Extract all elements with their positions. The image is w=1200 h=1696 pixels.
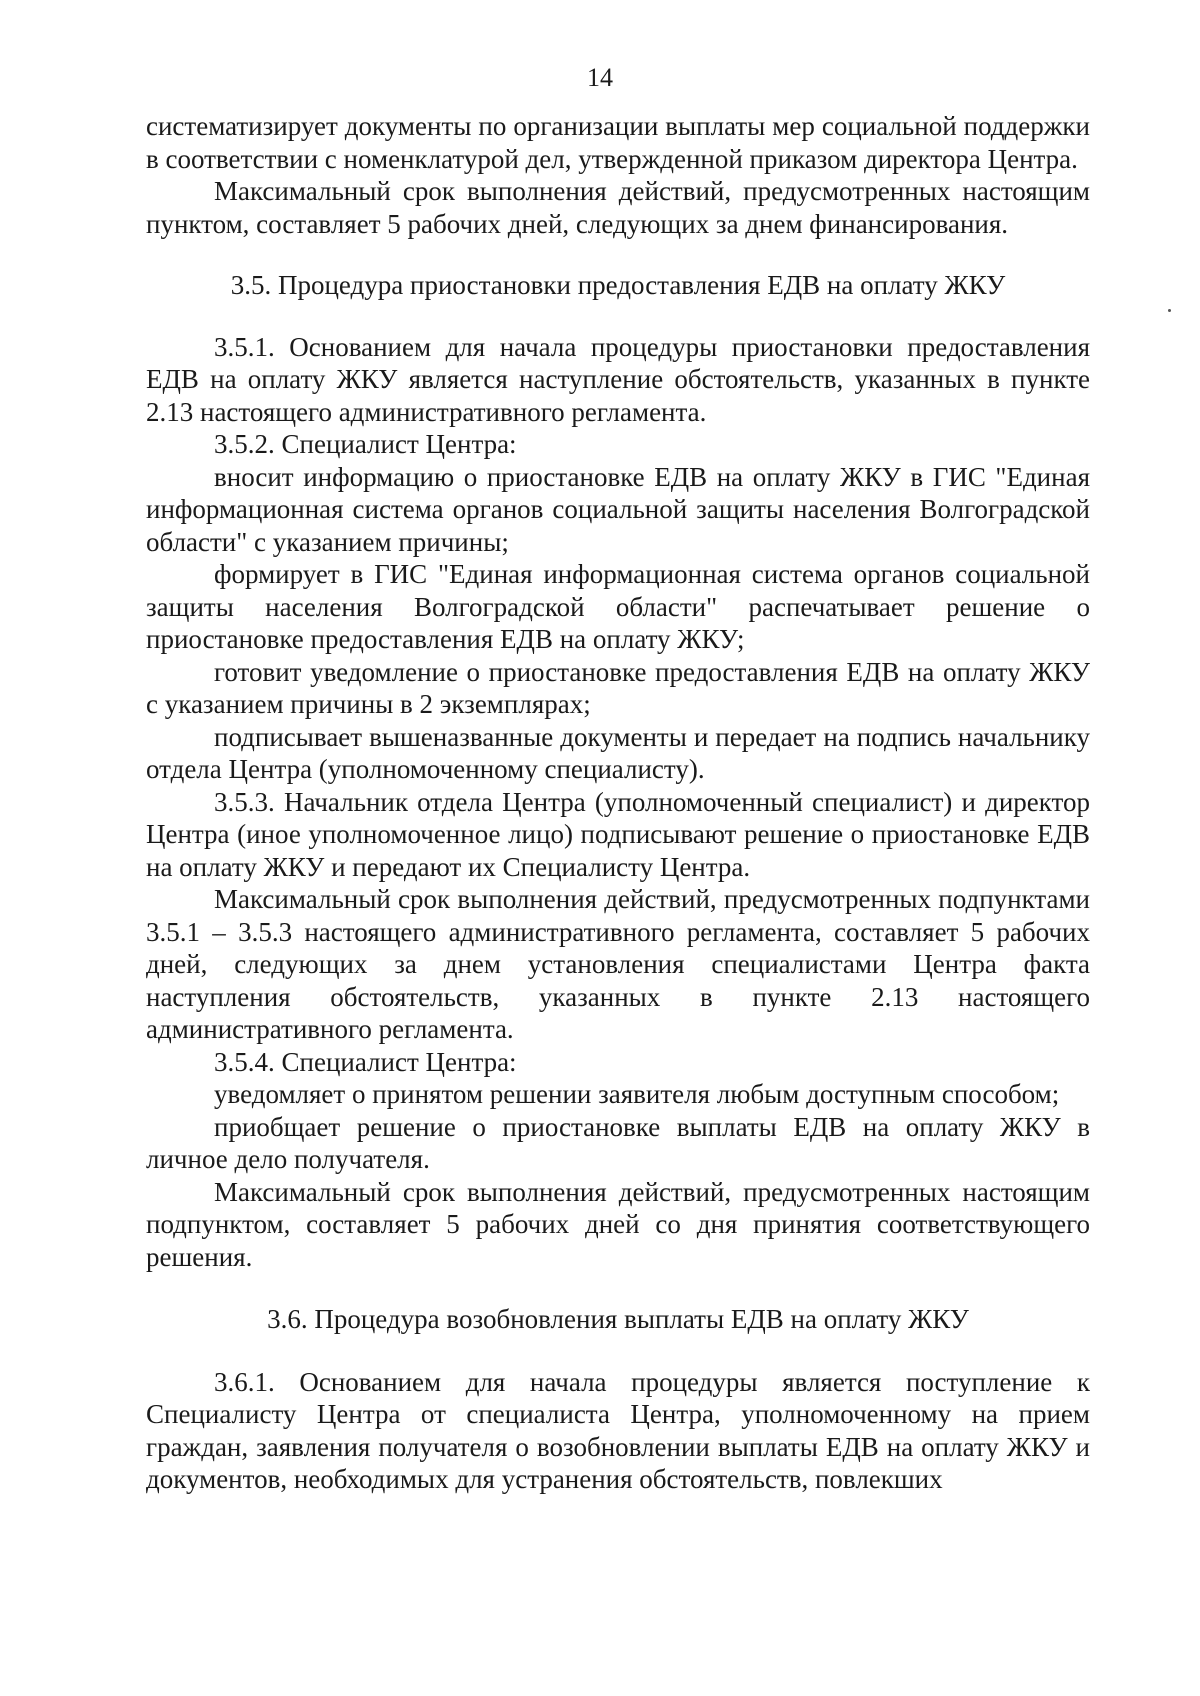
paragraph: 3.5.1. Основанием для начала процедуры приостановки предоставления ЕДВ на оплату ЖКУ является наступление обстоятельств, указанных в пункте 2.13 настоящего административного регламента.	[146, 331, 1090, 427]
paragraph: уведомляет о принятом решении заявителя любым доступным способом;	[214, 1079, 1060, 1109]
paragraph: подписывает вышеназванные документы и передает на подпись начальнику отдела Центра (уполномоченному специалисту).	[146, 721, 1090, 784]
paragraph: 3.5.4. Специалист Центра:	[214, 1046, 517, 1077]
paragraph: Максимальный срок выполнения действий, предусмотренных настоящим пунктом, составляет 5 рабочих дней, следующих за днем финансирования.	[146, 176, 1090, 239]
paragraph: приобщает решение о приостановке выплаты ЕДВ на оплату ЖКУ в личное дело получателя.	[146, 1111, 1090, 1174]
paragraph: Максимальный срок выполнения действий, предусмотренных подпунктами 3.5.1 – 3.5.3 настоящего административного регламента, составляет 5 рабочих дней, следующих за днем установления специалистами Центра факта наступления обстоятельств, указанных в пункте 2.13 настоящего административного регламента.	[146, 884, 1090, 1044]
paragraph: 3.6.1. Основанием для начала процедуры является поступление к Специалисту Центра от специалиста Центра, уполномоченному на прием граждан, заявления получателя о возобновлении выплаты ЕДВ на оплату ЖКУ и документов, необходимых для устранения обстоятельств, повлекших	[146, 1366, 1090, 1494]
paragraph: формирует в ГИС "Единая информационная система органов социальной защиты населения Волгоградской области" распечатывает решение о приостановке предоставления ЕДВ на оплату ЖКУ;	[146, 559, 1090, 654]
paragraph: 3.5.3. Начальник отдела Центра (уполномоченный специалист) и директор Центра (иное уполномоченное лицо) подписывают решение о приостановке ЕДВ на оплату ЖКУ и передают их Специалисту Центра.	[146, 786, 1090, 882]
page-number: 14	[587, 63, 613, 92]
paragraph: Максимальный срок выполнения действий, предусмотренных настоящим подпунктом, составляет 5 рабочих дней со дня принятия соответствующего решения.	[146, 1176, 1090, 1272]
paragraph: систематизирует документы по организации выплаты мер социальной поддержки в соответствии с номенклатурой дел, утвержденной приказом директора Центра.	[146, 111, 1090, 174]
section-heading-3-5: 3.5. Процедура приостановки предоставления ЕДВ на оплату ЖКУ	[230, 270, 1006, 300]
document-body	[146, 110, 1090, 1496]
section-heading-3-6: 3.6. Процедура возобновления выплаты ЕДВ на оплату ЖКУ	[267, 1304, 969, 1334]
paragraph: 3.5.2. Специалист Центра:	[214, 429, 517, 459]
paragraph: вносит информацию о приостановке ЕДВ на оплату ЖКУ в ГИС "Единая информационная система органов социальной защиты населения Волгоградской области" с указанием причины;	[146, 461, 1090, 557]
paragraph: готовит уведомление о приостановке предоставления ЕДВ на оплату ЖКУ с указанием причины в 2 экземплярах;	[146, 656, 1090, 719]
scan-speck	[1168, 309, 1171, 312]
